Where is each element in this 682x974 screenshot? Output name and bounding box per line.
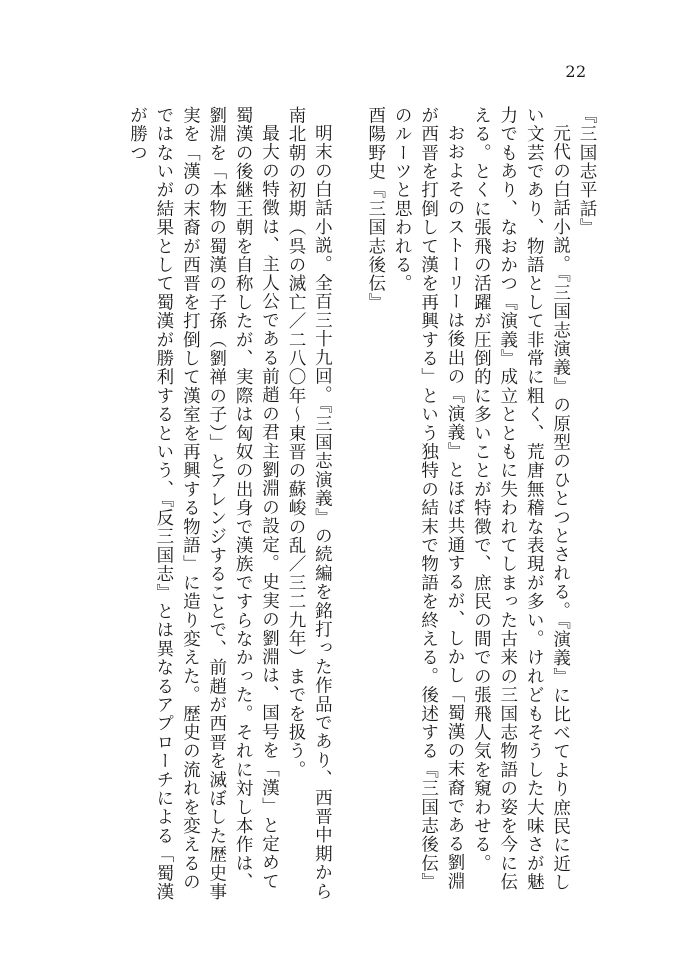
paragraph: 明末の白話小説。全百三十九回。『三国志演義』の続編を銘打った作品であり、西晋中期から南北朝の初期（呉の滅亡／二八〇年～東晋の蘇峻の乱／三二九年）までを扱う。 xyxy=(285,106,333,901)
paragraph: 最大の特徴は、主人公である前趙の君主劉淵の設定。史実の劉淵は、国号を「漢」と定めて蜀漢の後継王朝を自称したが、実際は匈奴の出身で漢族ですらなかった。それに対し本作は、劉淵を「本物の蜀漢の子孫（劉禅の子）」とアレンジすることで、前趙が西晋を滅ぼした歴史事実を「漢の末裔が西晋を打倒して漢室を再興する物語」に造り変えた。歴史の流れを変えるのではないが結果として蜀漢が勝利するという、『反三国志』とは異なるアプローチによる「蜀漢が勝つ xyxy=(127,106,280,902)
section-heading-sanguozhi-houzhuan: 酉陽野史『三国志後伝』 xyxy=(365,106,386,312)
paragraph: 元代の白話小説。『三国志演義』の原型のひとつとされる。『演義』に比べてより庶民に近しい文芸であり、物語として非常に粗く、荒唐無稽な表現が多い。けれどもそうした大味さが魅力でもあり、なおかつ『演義』成立とともに失われてしまった古来の三国志物語の姿を今に伝える。とくに張飛の活躍が圧倒的に多いことが特徴で、庶民の間での張飛人気を窺わせる。 xyxy=(471,106,571,892)
section-heading-sanguozhi-pinghua: 『三国志平話』 xyxy=(577,106,597,237)
page-number: 22 xyxy=(565,62,587,81)
paragraph: おおよそのストーリーは後出の『演義』とほぼ共通するが、しかし「蜀漢の末裔である劉淵が西晋を打倒して漢を再興する」という独特の結末で物語を終える。後述する『三国志後伝』のルーツと思われる。 xyxy=(392,106,465,892)
body-text xyxy=(84,106,600,906)
